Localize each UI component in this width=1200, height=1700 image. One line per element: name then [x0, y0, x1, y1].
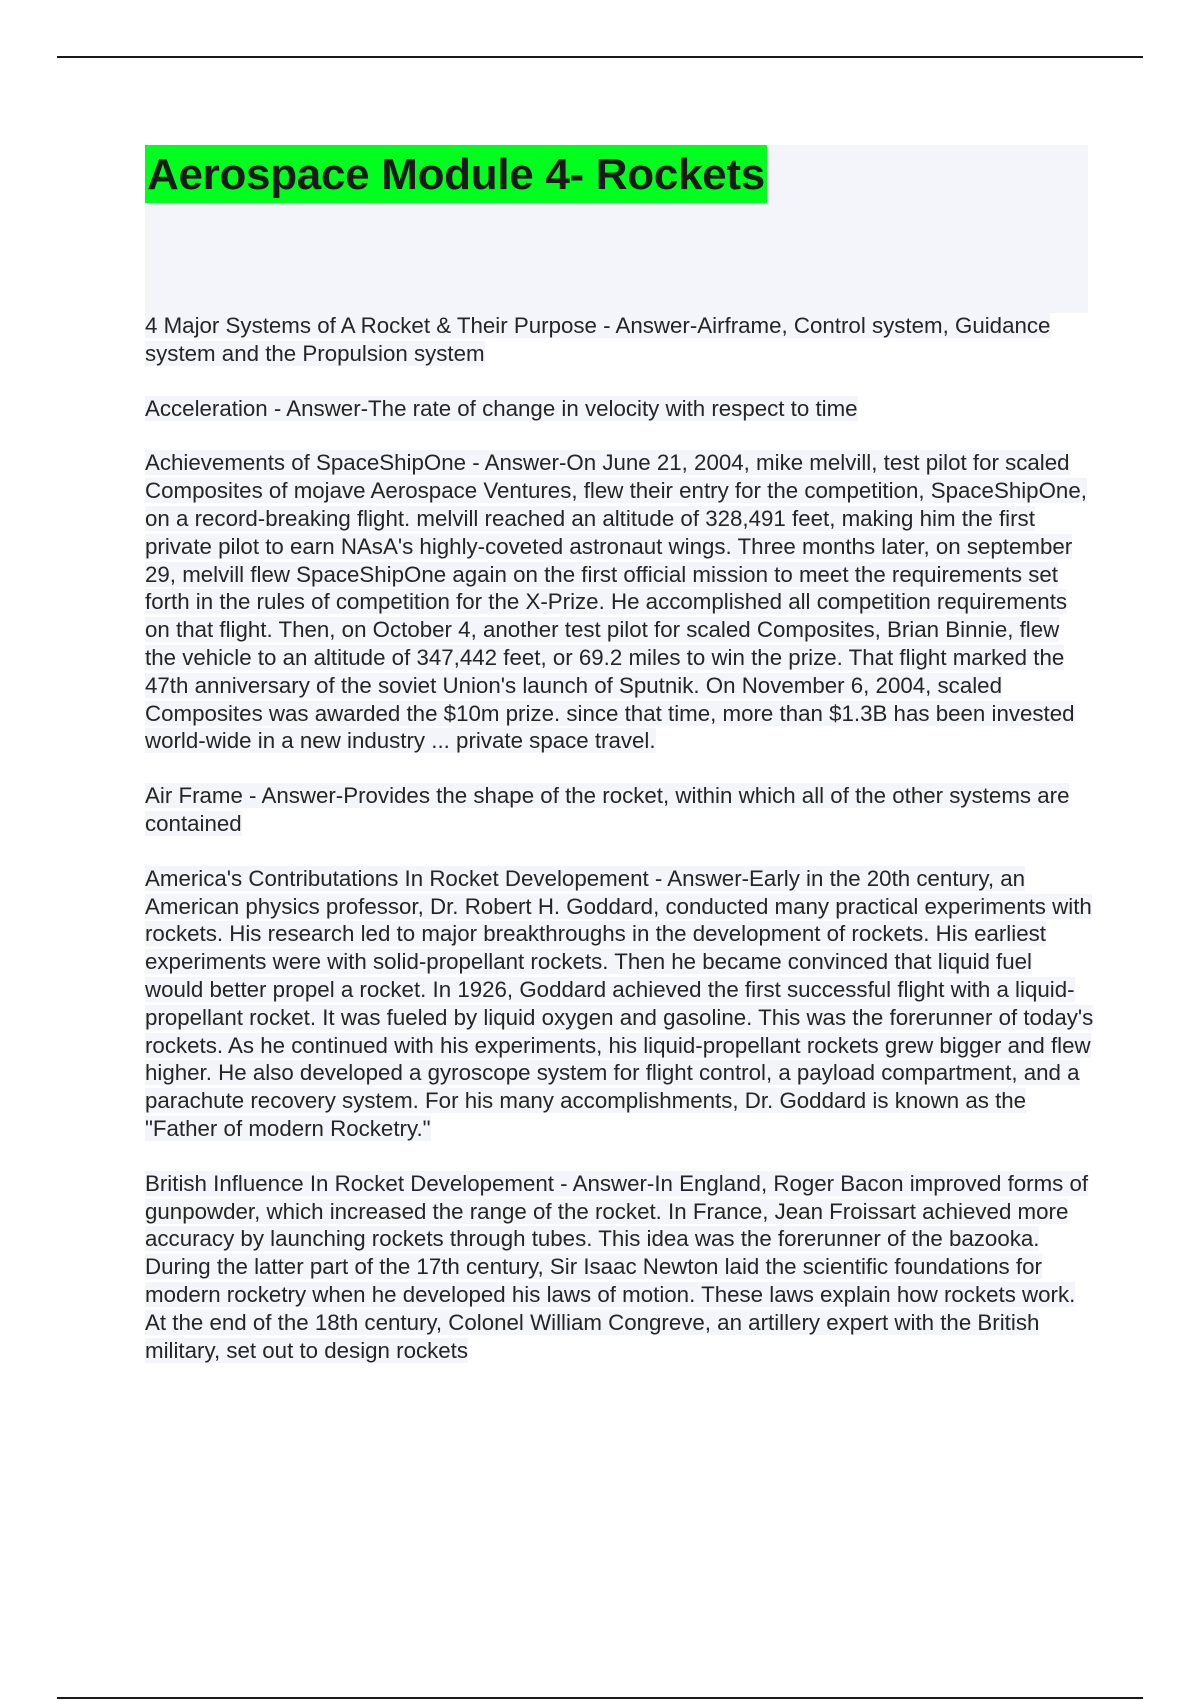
entry-text: Air Frame - Answer-Provides the shape of the rocket, within which all of the other systems are contained: [145, 783, 1070, 836]
entry-text: 4 Major Systems of A Rocket & Their Purpose - Answer-Airframe, Control system, Guidance system and the Propulsion system: [145, 313, 1051, 366]
footer-rule: [57, 1697, 1143, 1699]
header-rule: [57, 56, 1143, 58]
entry-text: Achievements of SpaceShipOne - Answer-On June 21, 2004, mike melvill, test pilot for scaled Composites of mojave Aerospace Ventures, flew their entry for the competition, SpaceShipOne, on a record-breaking flight. melvill reached an altitude of 328,491 feet, making him the first private pilot to earn NAsA's highly-coveted astronaut wings. Three months later, on september 29, melvill flew SpaceShipOne again on the first official mission to meet the requirements set forth in the rules of competition for the X-Prize. He accomplished all competition requirements on that flight. Then, on October 4, another test pilot for scaled Composites, Brian Binnie, flew the vehicle to an altitude of 347,442 feet, or 69.2 miles to win the prize. That flight marked the 47th anniversary of the soviet Union's launch of Sputnik. On November 6, 2004, scaled Composites was awarded the $10m prize. since that time, more than $1.3B has been invested world-wide in a new industry ... private space travel.: [145, 450, 1087, 754]
document-title: Aerospace Module 4- Rockets: [145, 145, 767, 203]
document-body: [145, 312, 1095, 1391]
entry-spaceshipone: [145, 449, 1095, 755]
entry-british-influence: [145, 1170, 1095, 1365]
entry-text: Acceleration - Answer-The rate of change in velocity with respect to time: [145, 395, 858, 421]
entry-america-contributions: [145, 865, 1095, 1143]
entry-text: America's Contributations In Rocket Developement - Answer-Early in the 20th century, an American physics professor, Dr. Robert H. Goddard, conducted many practical experiments with rockets. His research led to major breakthroughs in the development of rockets. His earliest experiments were with solid-propellant rockets. Then he became convinced that liquid fuel would better propel a rocket. In 1926, Goddard achieved the first successful flight with a liquid-propellant rocket. It was fueled by liquid oxygen and gasoline. This was the forerunner of today's rockets. As he continued with his experiments, his liquid-propellant rockets grew bigger and flew higher. He also developed a gyroscope system for flight control, a payload compartment, and a parachute recovery system. For his many accomplishments, Dr. Goddard is known as the "Father of modern Rocketry.": [145, 865, 1094, 1141]
entry-text: British Influence In Rocket Developement - Answer-In England, Roger Bacon improved forms of gunpowder, which increased the range of the rocket. In France, Jean Froissart achieved more accuracy by launching rockets through tubes. This idea was the forerunner of the bazooka. During the latter part of the 17th century, Sir Isaac Newton laid the scientific foundations for modern rocketry when he developed his laws of motion. These laws explain how rockets work. At the end of the 18th century, Colonel William Congreve, an artillery expert with the British military, set out to design rockets: [145, 1170, 1089, 1363]
title-block: [145, 145, 1088, 313]
entry-major-systems: [145, 312, 1095, 368]
entry-air-frame: [145, 782, 1095, 838]
entry-acceleration: [145, 395, 1095, 423]
